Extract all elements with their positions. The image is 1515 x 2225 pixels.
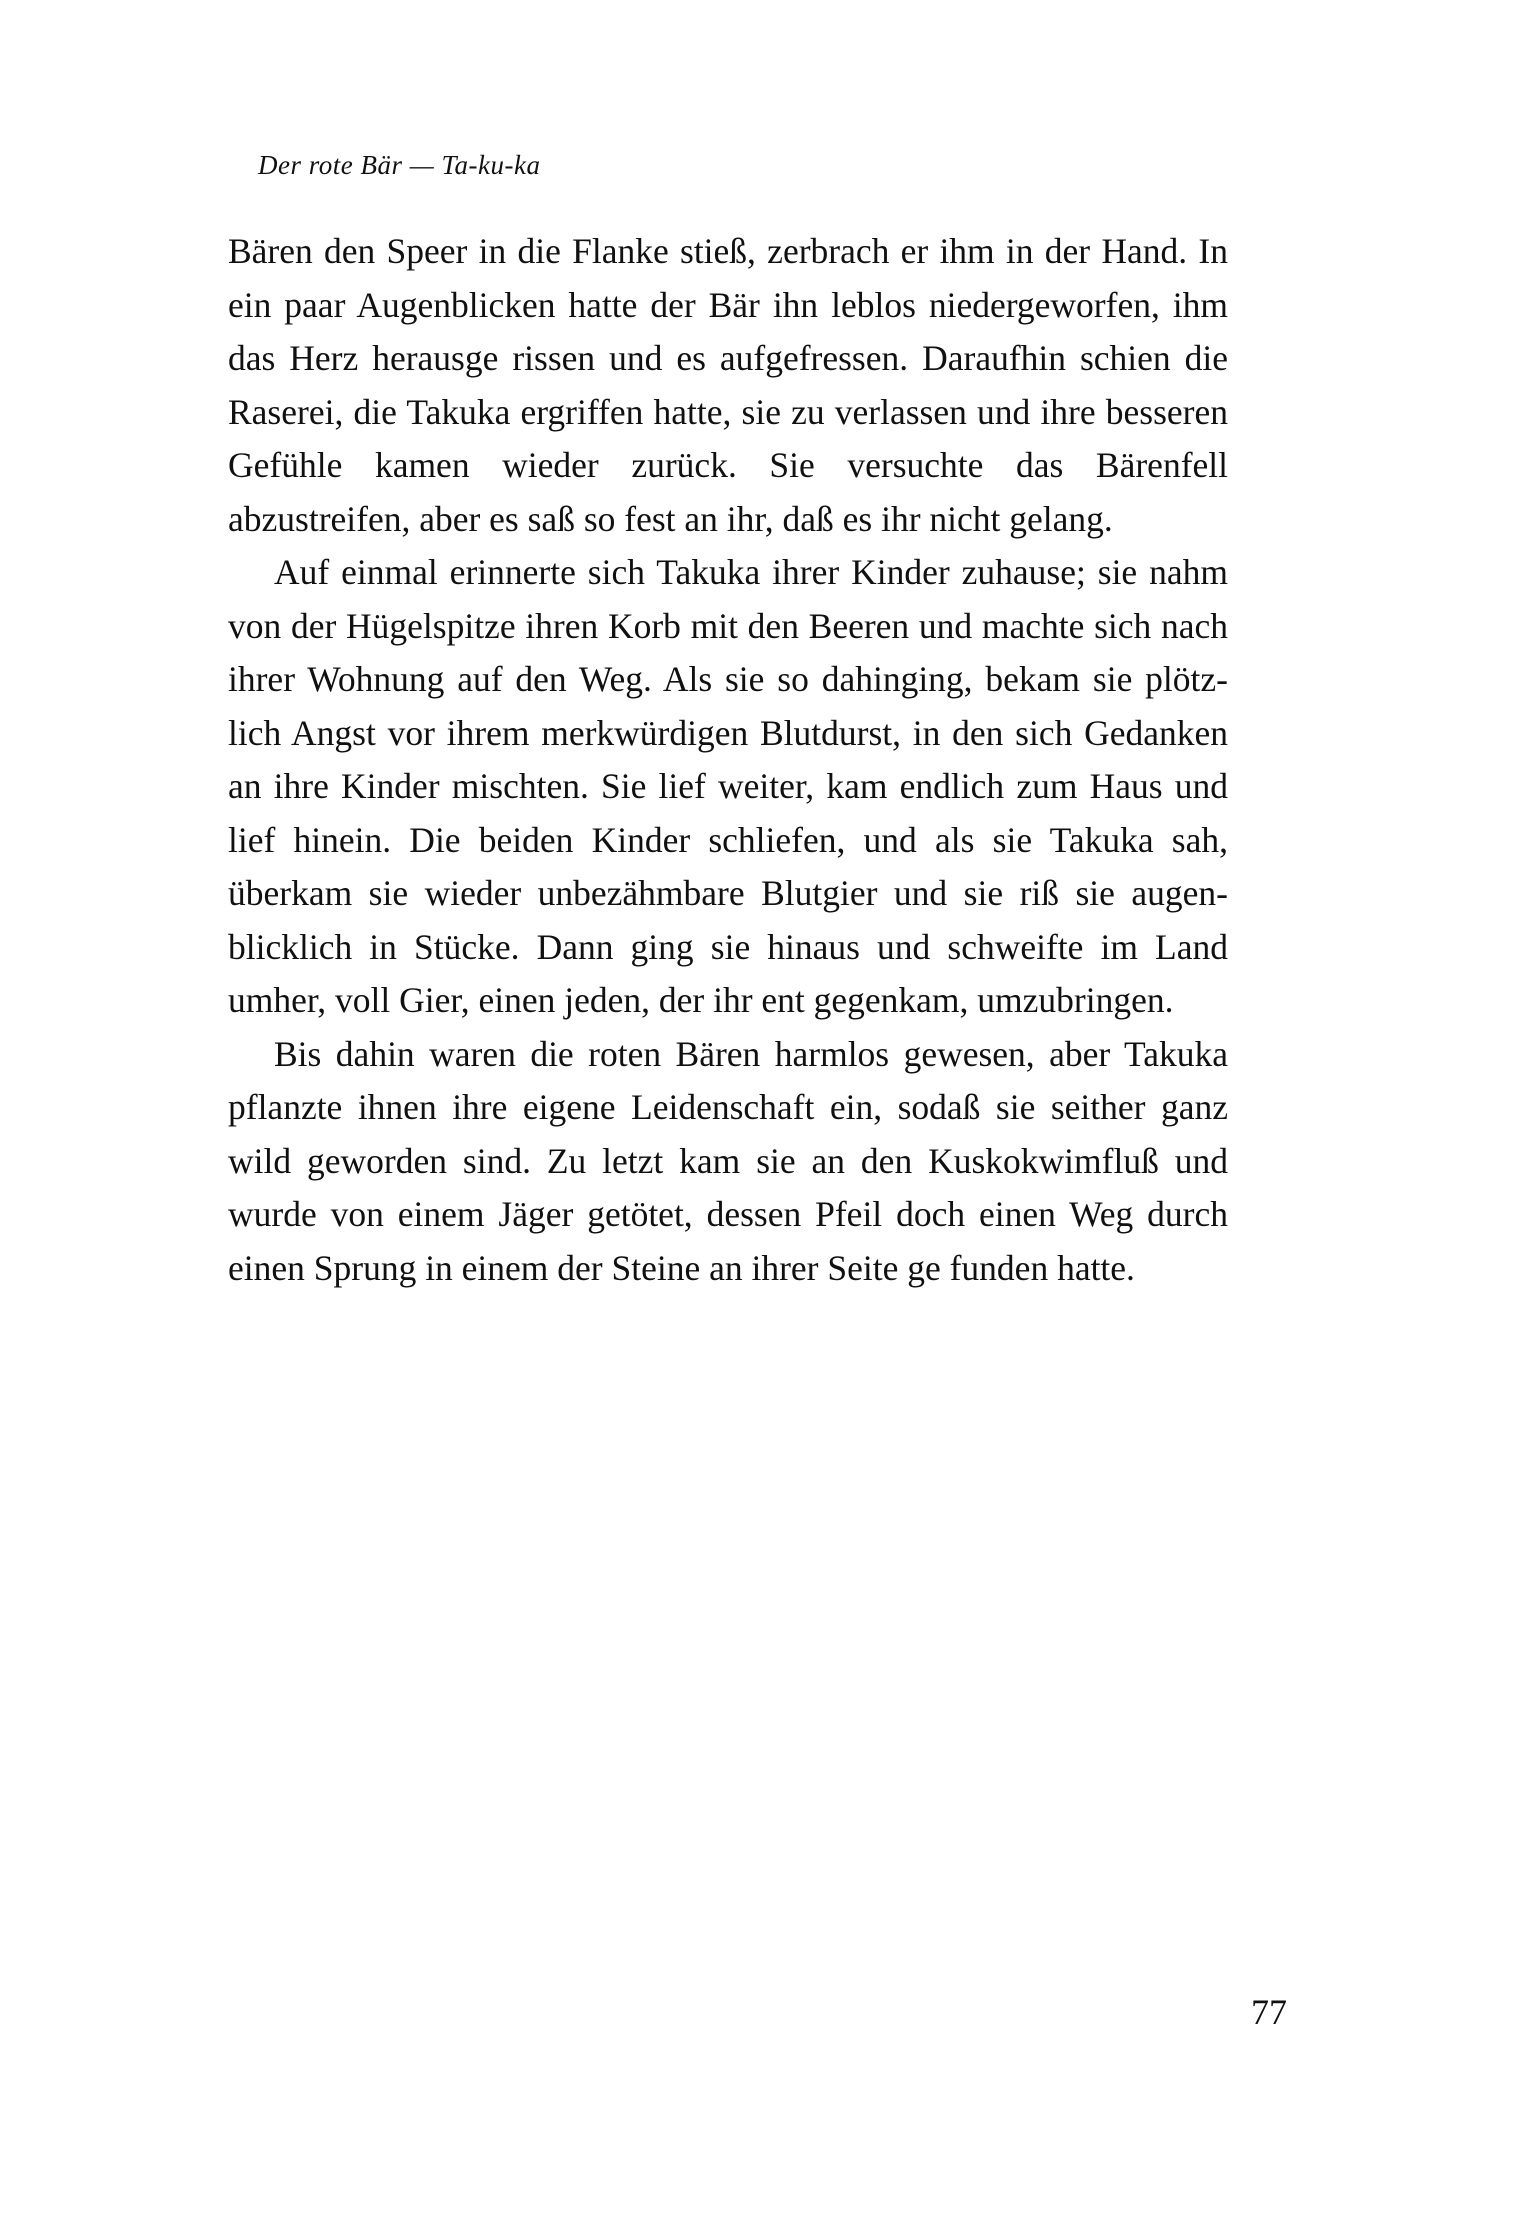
page-text-block (228, 150, 1228, 1295)
paragraph-1: Bären den Speer in die Flanke stieß, zerbrach er ihm in der Hand. In ein paar Augenblicken hatte der Bär ihn leblos niedergeworfen, ihm das Herz herausge rissen und es aufgefressen. Daraufhin schien die Raserei, die Takuka ergriffen hatte, sie zu verlassen und ihre besseren Gefühle kamen wieder zurück. Sie versuchte das Bärenfell abzustreifen, aber es saß so fest an ihr, daß es ihr nicht gelang. (228, 231, 1228, 539)
paragraph-2: Auf einmal erinnerte sich Takuka ihrer Kinder zuhause; sie nahm von der Hügelspitze ihren Korb mit den Beeren und machte sich nach ihrer Wohnung auf den Weg. Als sie so dahinging, bekam sie plötz lich Angst vor ihrem merkwürdigen Blutdurst, in den sich Gedanken an ihre Kinder mischten. Sie lief weiter, kam endlich zum Haus und lief hinein. Die beiden Kinder schliefen, und als sie Takuka sah, überkam sie wieder unbezähmbare Blutgier und sie riß sie augen blicklich in Stücke. Dann ging sie hinaus und schweifte im Land umher, voll Gier, einen jeden, der ihr ent gegenkam, umzubringen. (228, 552, 1228, 1020)
paragraph-3: Bis dahin waren die roten Bären harmlos gewesen, aber Takuka pflanzte ihnen ihre eigene Leidenschaft ein, sodaß sie seither ganz wild geworden sind. Zu letzt kam sie an den Kuskokwimfluß und wurde von einem Jäger getötet, dessen Pfeil doch einen Weg durch einen Sprung in einem der Steine an ihrer Seite ge funden hatte. (228, 1033, 1228, 1288)
body-text (228, 225, 1228, 1295)
running-head: Der rote Bär — Ta-ku-ka (258, 150, 541, 180)
page-number: 77 (1251, 1992, 1287, 2032)
